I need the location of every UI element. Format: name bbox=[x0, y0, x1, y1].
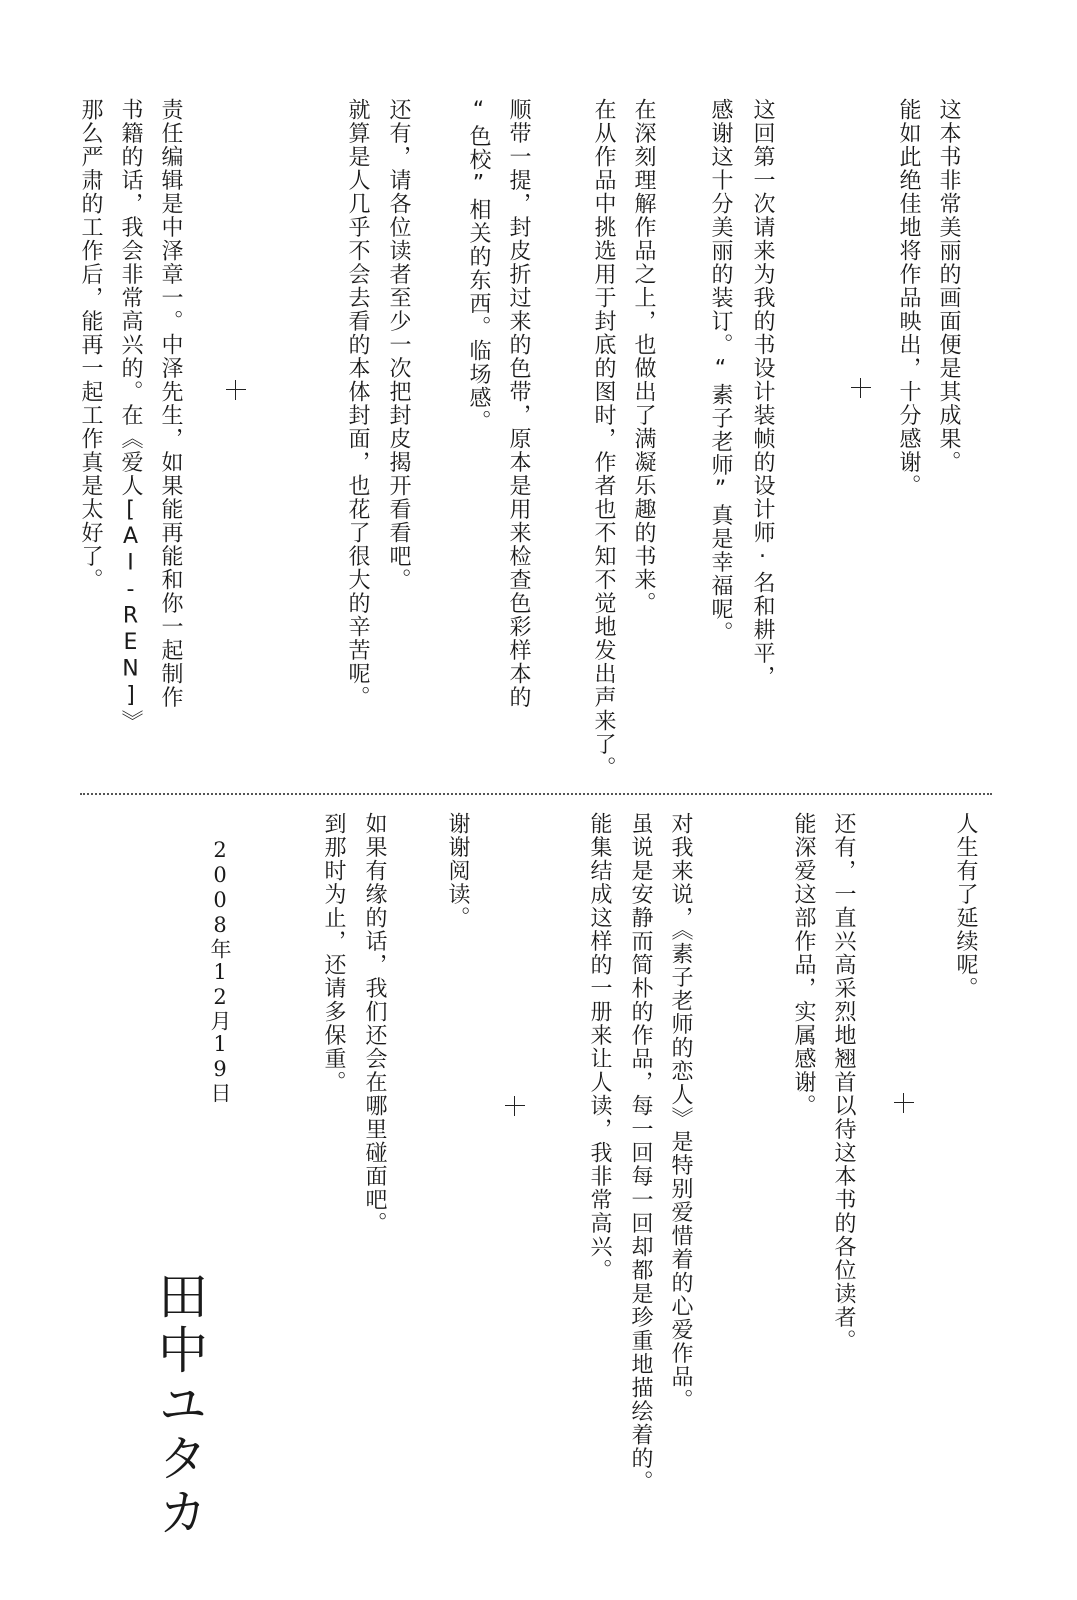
bottom-line-4: 对我来说，《素子老师的恋人》是特别爱惜着的心爱作品。 bbox=[668, 812, 693, 1412]
top-line-13: 那么严肃的工作后，能再一起工作真是太好了。 bbox=[78, 98, 103, 592]
top-line-1: 这本书非常美丽的画面便是其成果。 bbox=[936, 98, 961, 474]
bottom-line-1: 人生有了延续呢。 bbox=[953, 812, 978, 1000]
top-line-5: 在深刻理解作品之上，也做出了满凝乐趣的书来。 bbox=[631, 98, 656, 615]
section-divider-cross-icon bbox=[894, 1093, 914, 1113]
top-line-2: 能如此绝佳地将作品映出，十分感谢。 bbox=[896, 98, 921, 498]
section-divider-cross-icon bbox=[851, 378, 871, 398]
bottom-line-5: 虽说是安静而简朴的作品，每一回每一回却都是珍重地描绘着的。 bbox=[628, 812, 653, 1494]
author-signature: 田中ユタカ bbox=[150, 1270, 208, 1540]
bottom-line-6: 能集结成这样的一册来让人读，我非常高兴。 bbox=[587, 812, 612, 1282]
bottom-line-3: 能深爱这部作品，实属感谢。 bbox=[791, 812, 816, 1118]
date: 2008年12月19日 bbox=[208, 838, 232, 1104]
section-divider-cross-icon bbox=[505, 1096, 525, 1116]
section-divider-cross-icon bbox=[226, 380, 246, 400]
top-line-12: 书籍的话，我会非常高兴的。在《爱人[AI-REN]》 bbox=[118, 98, 143, 733]
dotted-divider bbox=[80, 793, 992, 795]
top-line-10: 就算是人几乎不会去看的本体封面，也花了很大的辛苦呢。 bbox=[345, 98, 370, 709]
top-line-3: 这回第一次请来为我的书设计装帧的设计师·名和耕平， bbox=[750, 98, 775, 689]
bottom-line-7: 谢谢阅读。 bbox=[445, 812, 470, 930]
bottom-line-9: 到那时为止，还请多保重。 bbox=[321, 812, 346, 1094]
top-line-7: 顺带一提，封皮折过来的色带，原本是用来检查色彩样本的 bbox=[506, 98, 531, 709]
top-line-8: “色校”相关的东西。临场感。 bbox=[466, 98, 491, 433]
bottom-line-2: 还有，一直兴高采烈地翘首以待这本书的各位读者。 bbox=[831, 812, 856, 1353]
top-line-6: 在从作品中挑选用于封底的图时，作者也不知不觉地发出声来了。 bbox=[591, 98, 616, 780]
top-line-4: 感谢这十分美丽的装订。“素子老师”真是幸福呢。 bbox=[708, 98, 733, 645]
bottom-line-8: 如果有缘的话，我们还会在哪里碰面吧。 bbox=[362, 812, 387, 1235]
top-line-11: 责任编辑是中泽章一。中泽先生，如果能再能和你一起制作 bbox=[158, 98, 183, 709]
top-line-9: 还有，请各位读者至少一次把封皮揭开看看吧。 bbox=[386, 98, 411, 592]
